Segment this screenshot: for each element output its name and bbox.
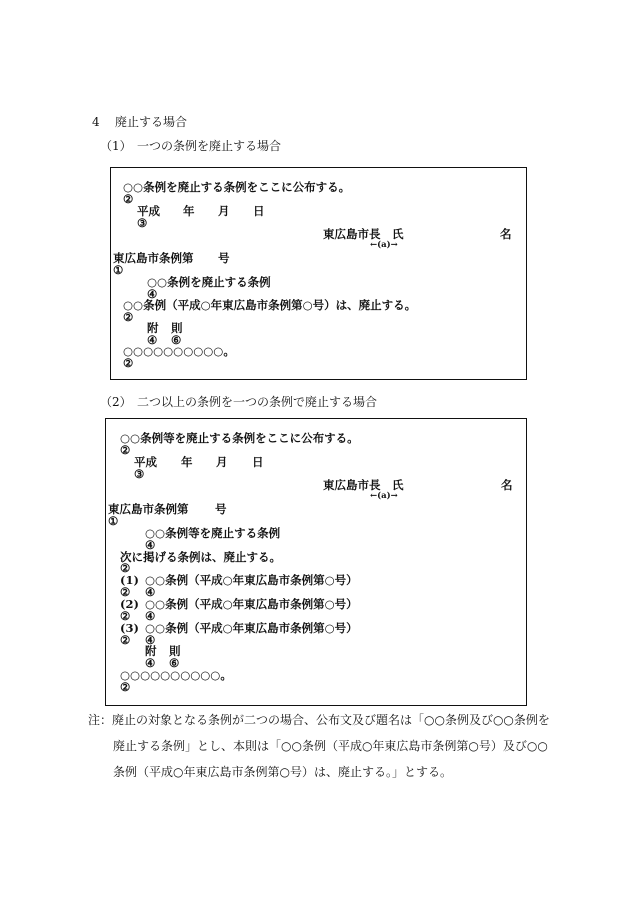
item-2-number: (2)	[120, 597, 139, 611]
supplementary-provision: ○○○○○○○○○○。	[123, 344, 235, 358]
date-era: 平成	[134, 455, 157, 469]
supplementary-heading-first: 附	[145, 644, 157, 658]
supplementary-provision-mark: ②	[123, 356, 134, 370]
item-3-text-mark: ④	[145, 633, 156, 647]
case1-example-box	[110, 167, 527, 380]
note-line-1: 廃止の対象となる条例が二つの場合、公布文及び題名は「○○条例及び○○条例を	[112, 713, 550, 727]
main-provision: 次に掲げる条例は、廃止する。	[120, 550, 281, 564]
item-3-text: ○○条例（平成○年東広島市条例第○号）	[145, 621, 358, 635]
ordinance-title-mark: ④	[147, 287, 158, 301]
mayor-surname: 氏	[392, 478, 404, 492]
promulgation-mark: ②	[120, 443, 131, 457]
ordinance-number-suffix: 号	[218, 251, 230, 265]
mayor-given-name: 名	[501, 478, 513, 492]
ordinance-title-mark: ④	[145, 538, 156, 552]
case1-title: 一つの条例を廃止する場合	[137, 139, 282, 153]
mayor-spacing-mark: ←(a)→	[370, 240, 398, 250]
supplementary-heading-mark-first: ④	[145, 656, 156, 670]
supplementary-heading-mark-first: ④	[147, 333, 158, 347]
ordinance-title: ○○条例を廃止する条例	[147, 275, 271, 289]
ordinance-number-mark: ①	[113, 263, 124, 277]
date-month: 月	[218, 204, 230, 218]
main-provision-mark: ②	[120, 561, 131, 575]
item-1-text: ○○条例（平成○年東広島市条例第○号）	[145, 573, 358, 587]
promulgation-sentence: ○○条例を廃止する条例をここに公布する。	[123, 180, 351, 194]
mayor-title: 東広島市長	[323, 478, 381, 492]
item-2-text: ○○条例（平成○年東広島市条例第○号）	[145, 597, 358, 611]
item-2-text-mark: ④	[145, 609, 156, 623]
item-1-text-mark: ④	[145, 585, 156, 599]
ordinance-number-prefix: 東広島市条例第	[113, 251, 194, 265]
case2-example-box	[105, 418, 527, 706]
case1-number: （1）	[100, 139, 132, 153]
supplementary-provision-mark: ②	[120, 680, 131, 694]
promulgation-sentence: ○○条例等を廃止する条例をここに公布する。	[120, 431, 359, 445]
date-mark: ③	[134, 467, 145, 481]
item-1-number: (1)	[120, 573, 139, 587]
mayor-spacing-mark: ←(a)→	[370, 491, 398, 501]
mayor-given-name: 名	[500, 227, 512, 241]
supplementary-heading-first: 附	[147, 321, 159, 335]
note-label: 注：	[88, 713, 113, 727]
date-month: 月	[216, 455, 228, 469]
item-2-number-mark: ②	[120, 609, 131, 623]
date-day: 日	[253, 204, 265, 218]
mayor-surname: 氏	[392, 227, 404, 241]
note-line-3: 条例（平成○年東広島市条例第○号）は、廃止する。」とする。	[113, 765, 452, 779]
case2-title: 二つ以上の条例を一つの条例で廃止する場合	[137, 395, 378, 409]
supplementary-provision: ○○○○○○○○○○。	[120, 668, 232, 682]
ordinance-number-prefix: 東広島市条例第	[108, 502, 189, 516]
date-era: 平成	[137, 204, 160, 218]
main-provision: ○○条例（平成○年東広島市条例第○号）は、廃止する。	[123, 298, 417, 312]
supplementary-heading-second: 則	[169, 644, 181, 658]
promulgation-mark: ②	[123, 192, 134, 206]
ordinance-number-suffix: 号	[215, 502, 227, 516]
date-day: 日	[252, 455, 264, 469]
date-year: 年	[183, 204, 195, 218]
main-provision-mark: ②	[123, 310, 134, 324]
section-number: 4	[92, 115, 100, 129]
ordinance-title: ○○条例等を廃止する条例	[145, 526, 281, 540]
date-year: 年	[181, 455, 193, 469]
item-3-number-mark: ②	[120, 633, 131, 647]
section-title: 廃止する場合	[115, 115, 188, 129]
supplementary-heading-mark-second: ⑥	[171, 333, 182, 347]
note-line-2: 廃止する条例」とし、本則は「○○条例（平成○年東広島市条例第○号）及び○○	[113, 739, 548, 753]
case2-number: （2）	[100, 395, 132, 409]
mayor-title: 東広島市長	[323, 227, 381, 241]
date-mark: ③	[137, 216, 148, 230]
item-1-number-mark: ②	[120, 585, 131, 599]
supplementary-heading-second: 則	[171, 321, 183, 335]
ordinance-number-mark: ①	[108, 514, 119, 528]
supplementary-heading-mark-second: ⑥	[169, 656, 180, 670]
item-3-number: (3)	[120, 621, 139, 635]
